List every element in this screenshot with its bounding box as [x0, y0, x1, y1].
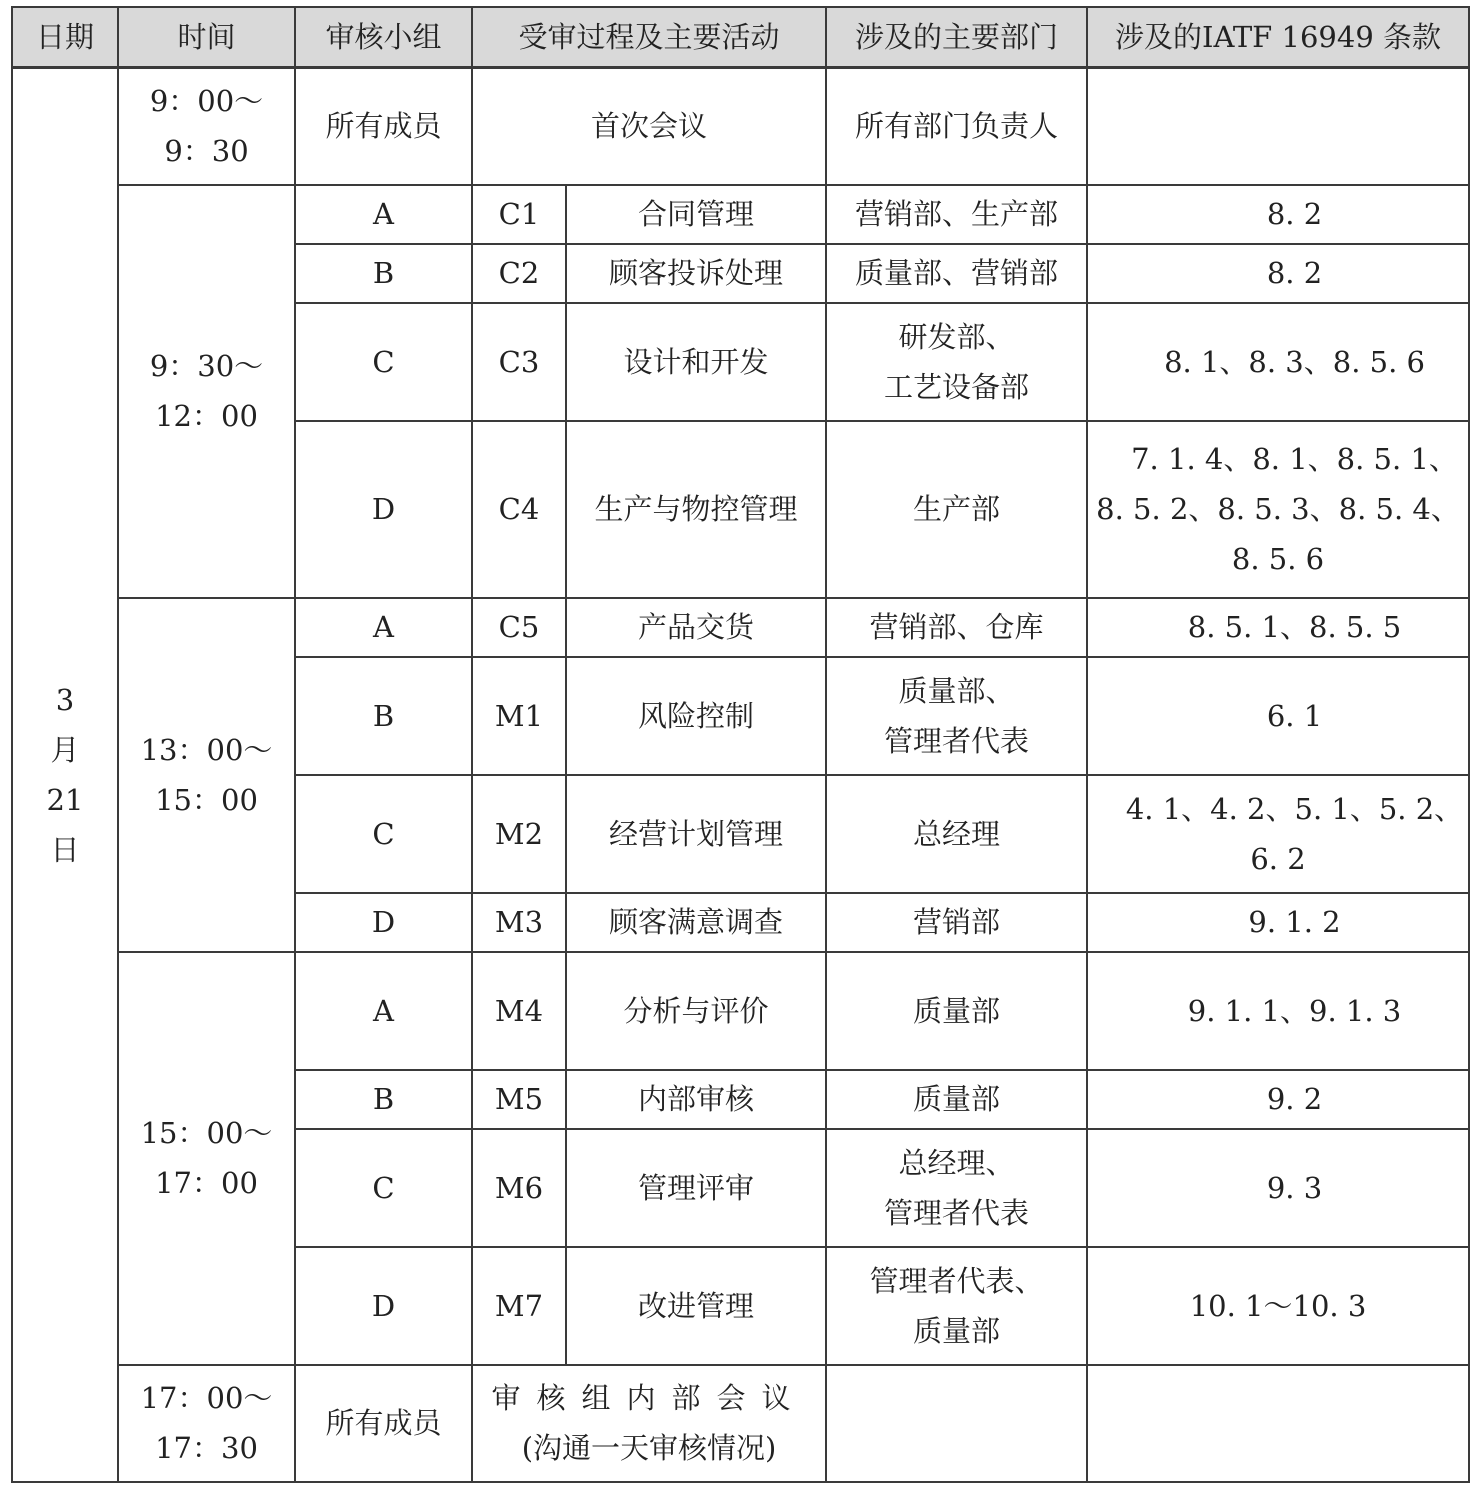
department-cell: 营销部 — [826, 893, 1087, 952]
header-group: 审核小组 — [295, 7, 472, 68]
process-cell: 生产与物控管理 — [566, 421, 826, 598]
process-cell: 改进管理 — [566, 1247, 826, 1365]
table-row — [12, 952, 1469, 1070]
code-cell: M5 — [472, 1070, 566, 1129]
clause-cell: 8. 2 — [1087, 185, 1469, 244]
code-cell: M7 — [472, 1247, 566, 1365]
group-cell: C — [295, 1129, 472, 1247]
header-clause: 涉及的IATF 16949 条款 — [1087, 7, 1469, 68]
opening-row — [12, 68, 1469, 185]
group-cell: C — [295, 303, 472, 421]
clause-cell: 4. 1、4. 2、5. 1、5. 2、 6. 2 — [1087, 775, 1469, 893]
group-cell: 所有成员 — [295, 1365, 472, 1482]
department-cell: 生产部 — [826, 421, 1087, 598]
group-cell: 所有成员 — [295, 68, 472, 185]
group-cell: C — [295, 775, 472, 893]
process-cell: 顾客投诉处理 — [566, 244, 826, 303]
code-cell: C4 — [472, 421, 566, 598]
table-row — [12, 185, 1469, 244]
table-row — [12, 598, 1469, 657]
process-cell: 内部审核 — [566, 1070, 826, 1129]
process-cell: 分析与评价 — [566, 952, 826, 1070]
time-cell: 13：00～ 15：00 — [118, 598, 295, 952]
clause-cell: 9. 2 — [1087, 1070, 1469, 1129]
header-department: 涉及的主要部门 — [826, 7, 1087, 68]
group-cell: A — [295, 952, 472, 1070]
group-cell: B — [295, 1070, 472, 1129]
code-cell: C1 — [472, 185, 566, 244]
group-cell: D — [295, 421, 472, 598]
time-cell: 15：00～ 17：00 — [118, 952, 295, 1365]
department-cell: 质量部、 管理者代表 — [826, 657, 1087, 775]
department-cell: 质量部 — [826, 952, 1087, 1070]
date-cell: 3 月 21 日 — [12, 68, 118, 1482]
department-cell: 质量部 — [826, 1070, 1087, 1129]
time-cell: 9：30～ 12：00 — [118, 185, 295, 598]
code-cell: C3 — [472, 303, 566, 421]
process-cell: 产品交货 — [566, 598, 826, 657]
department-cell: 质量部、营销部 — [826, 244, 1087, 303]
department-cell: 研发部、 工艺设备部 — [826, 303, 1087, 421]
clause-cell: 10. 1～10. 3 — [1087, 1247, 1469, 1365]
code-cell: M1 — [472, 657, 566, 775]
header-process: 受审过程及主要活动 — [472, 7, 826, 68]
group-cell: D — [295, 1247, 472, 1365]
activity-cell: 审核组内部会议 (沟通一天审核情况) — [472, 1365, 826, 1482]
clause-cell — [1087, 1365, 1469, 1482]
process-cell: 顾客满意调查 — [566, 893, 826, 952]
code-cell: M6 — [472, 1129, 566, 1247]
group-cell: A — [295, 598, 472, 657]
clause-cell: 8. 2 — [1087, 244, 1469, 303]
clause-cell: 6. 1 — [1087, 657, 1469, 775]
department-cell: 管理者代表、 质量部 — [826, 1247, 1087, 1365]
header-date: 日期 — [12, 7, 118, 68]
audit-schedule-table — [11, 6, 1470, 1483]
group-cell: B — [295, 244, 472, 303]
clause-cell — [1087, 68, 1469, 185]
process-cell: 经营计划管理 — [566, 775, 826, 893]
department-cell: 总经理 — [826, 775, 1087, 893]
time-cell: 17：00～ 17：30 — [118, 1365, 295, 1482]
process-cell: 管理评审 — [566, 1129, 826, 1247]
header-row — [12, 7, 1469, 68]
closing-row — [12, 1365, 1469, 1482]
group-cell: A — [295, 185, 472, 244]
clause-cell: 8. 1、8. 3、8. 5. 6 — [1087, 303, 1469, 421]
department-cell: 所有部门负责人 — [826, 68, 1087, 185]
time-cell: 9：00～ 9：30 — [118, 68, 295, 185]
code-cell: M4 — [472, 952, 566, 1070]
clause-cell: 9. 1. 1、9. 1. 3 — [1087, 952, 1469, 1070]
code-cell: C5 — [472, 598, 566, 657]
process-cell: 合同管理 — [566, 185, 826, 244]
code-cell: C2 — [472, 244, 566, 303]
department-cell: 营销部、仓库 — [826, 598, 1087, 657]
code-cell: M2 — [472, 775, 566, 893]
clause-cell: 7. 1. 4、8. 1、8. 5. 1、 8. 5. 2、8. 5. 3、8. 5. 4、 8. 5. 6 — [1087, 421, 1469, 598]
department-cell: 营销部、生产部 — [826, 185, 1087, 244]
process-cell: 设计和开发 — [566, 303, 826, 421]
process-cell: 风险控制 — [566, 657, 826, 775]
department-cell — [826, 1365, 1087, 1482]
department-cell: 总经理、 管理者代表 — [826, 1129, 1087, 1247]
activity-cell: 首次会议 — [472, 68, 826, 185]
code-cell: M3 — [472, 893, 566, 952]
header-time: 时间 — [118, 7, 295, 68]
group-cell: B — [295, 657, 472, 775]
clause-cell: 9. 1. 2 — [1087, 893, 1469, 952]
clause-cell: 8. 5. 1、8. 5. 5 — [1087, 598, 1469, 657]
group-cell: D — [295, 893, 472, 952]
clause-cell: 9. 3 — [1087, 1129, 1469, 1247]
